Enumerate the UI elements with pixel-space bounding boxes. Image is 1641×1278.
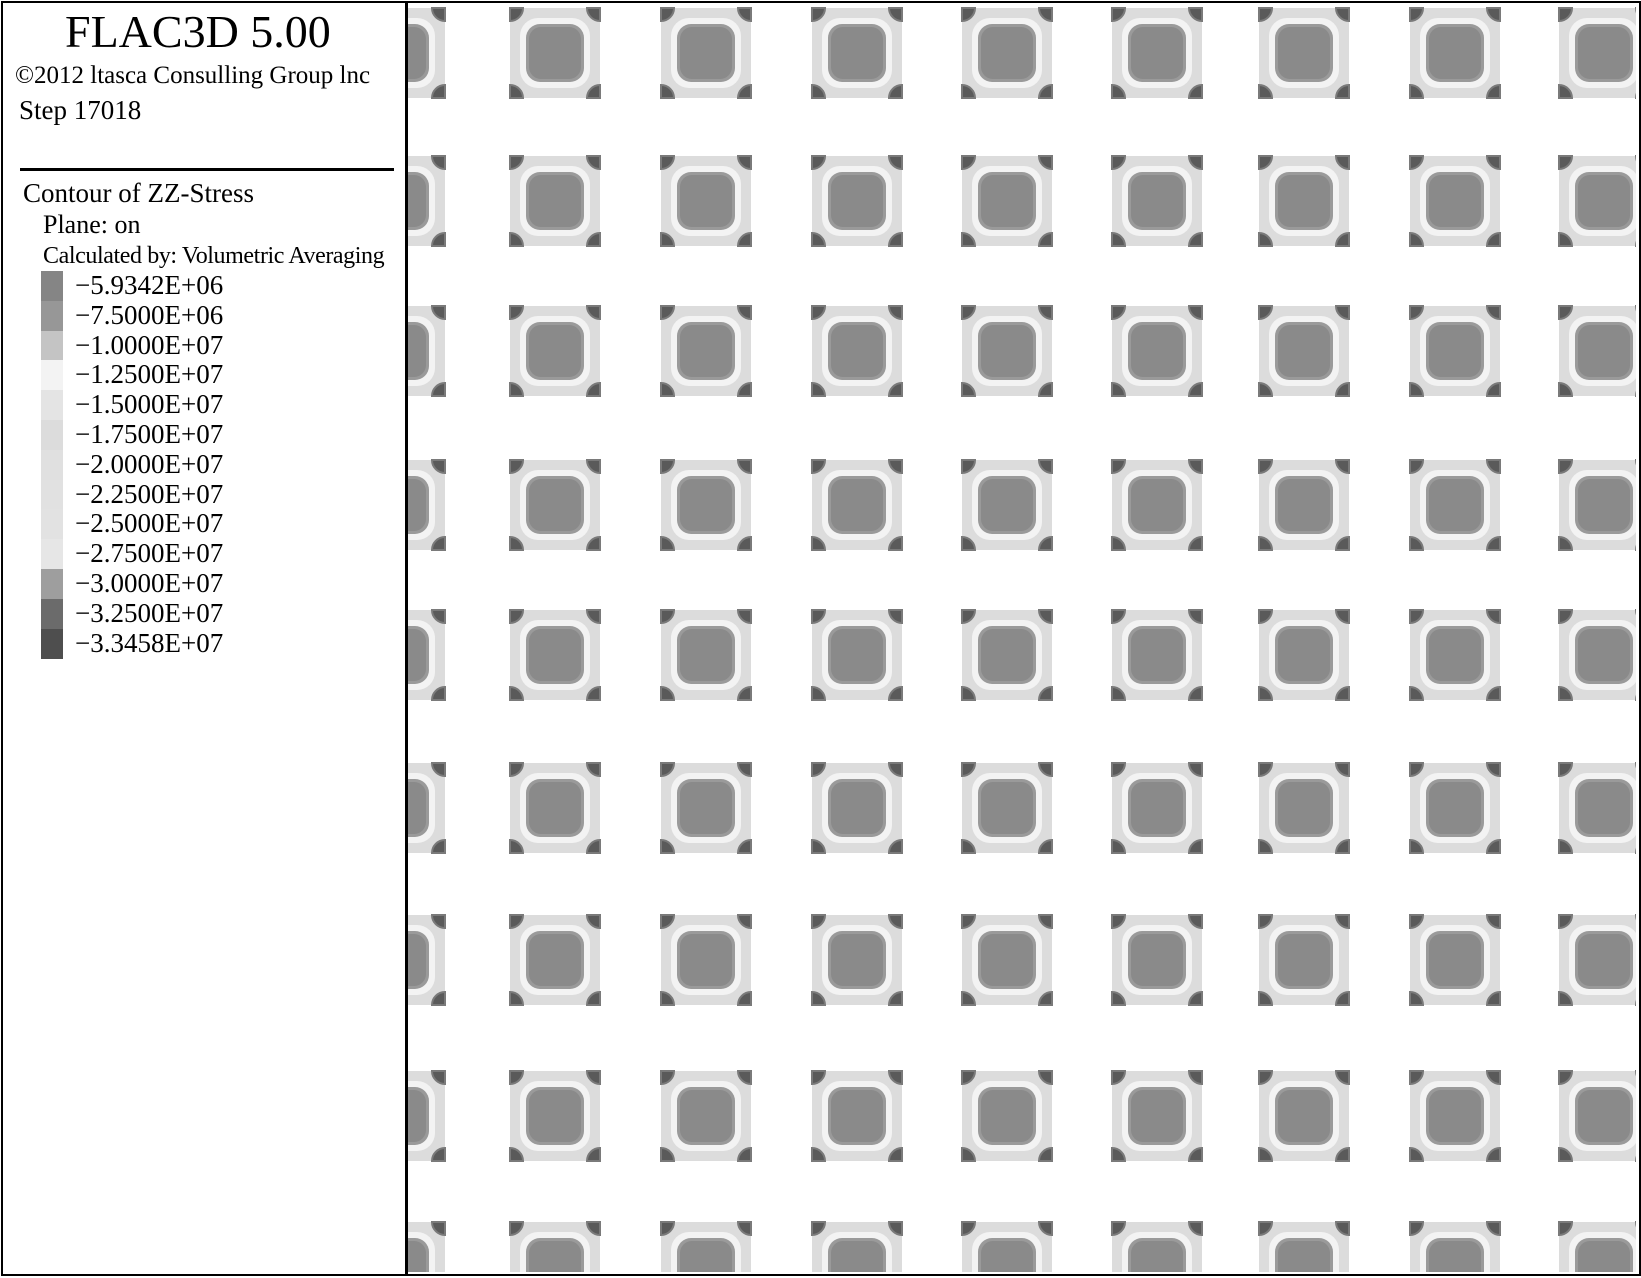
pillar: [408, 610, 445, 700]
legend-swatch: [41, 509, 63, 539]
pillar-core: [831, 782, 883, 834]
pillar-core: [1278, 175, 1330, 227]
pillar: [1410, 763, 1500, 853]
legend-swatch: [41, 450, 63, 480]
pillar-core: [1131, 934, 1183, 986]
pillar: [408, 156, 445, 246]
pillar-core: [981, 175, 1033, 227]
legend-swatch: [41, 271, 63, 301]
pillar: [812, 8, 902, 98]
pillar-core: [981, 479, 1033, 531]
pillar-core: [1429, 175, 1481, 227]
pillar-core: [1429, 782, 1481, 834]
legend-swatch: [41, 599, 63, 629]
pillar: [1259, 460, 1349, 550]
pillar-core: [1131, 1241, 1183, 1272]
pillar-core: [831, 175, 883, 227]
pillar: [1259, 1222, 1349, 1272]
pillar: [1559, 915, 1636, 1005]
pillar-core: [1278, 934, 1330, 986]
contour-plot: [408, 3, 1636, 1272]
pillar: [812, 610, 902, 700]
legend-value-label: −3.0000E+07: [75, 568, 224, 598]
calculation-method: Calculated by: Volumetric Averaging: [43, 243, 385, 269]
pillar: [1112, 1071, 1202, 1161]
legend-swatch: [41, 480, 63, 510]
contour-plot-canvas: [408, 3, 1636, 1272]
pillar: [812, 306, 902, 396]
legend-value-label: −1.5000E+07: [75, 389, 224, 420]
pillar: [408, 306, 445, 396]
pillar: [408, 915, 445, 1005]
pillar: [1259, 8, 1349, 98]
pillar: [661, 610, 751, 700]
pillar-core: [680, 934, 732, 986]
pillar-core: [831, 934, 883, 986]
pillar: [1559, 8, 1636, 98]
pillar-core: [1278, 325, 1330, 377]
pillar: [812, 1071, 902, 1161]
pillar: [1559, 156, 1636, 246]
pillar-core: [1578, 175, 1630, 227]
legend-value-label: −2.0000E+07: [75, 448, 224, 479]
pillar-core: [981, 1241, 1033, 1272]
pillar: [661, 156, 751, 246]
pillar-core: [1578, 782, 1630, 834]
pillar-core: [831, 27, 883, 79]
pillar: [1112, 1222, 1202, 1272]
pillar-core: [1578, 934, 1630, 986]
pillar-core: [981, 934, 1033, 986]
pillar-core: [1429, 934, 1481, 986]
pillar: [1112, 610, 1202, 700]
pillar-core: [1278, 1241, 1330, 1272]
legend-value-label: −1.7500E+07: [75, 419, 224, 449]
pillar: [510, 306, 600, 396]
pillar-core: [680, 175, 732, 227]
pillar: [962, 460, 1052, 550]
pillar: [510, 763, 600, 853]
pillar: [812, 460, 902, 550]
pillar: [1112, 8, 1202, 98]
pillar-core: [831, 629, 883, 681]
pillar: [1259, 610, 1349, 700]
pillar-core: [831, 1241, 883, 1272]
legend-value-label: −1.0000E+07: [75, 329, 224, 360]
pillar: [962, 306, 1052, 396]
pillar: [1410, 1071, 1500, 1161]
app-title: FLAC3D 5.00: [65, 6, 331, 57]
pillar-core: [680, 782, 732, 834]
pillar: [661, 306, 751, 396]
pillar-core: [1131, 175, 1183, 227]
pillar: [962, 610, 1052, 700]
pillar-core: [1429, 1090, 1481, 1142]
pillar-core: [680, 325, 732, 377]
pillar: [1559, 306, 1636, 396]
pillar-core: [529, 27, 581, 79]
pillar: [1112, 306, 1202, 396]
pillar: [812, 763, 902, 853]
pillar: [1112, 156, 1202, 246]
pillar-core: [1429, 325, 1481, 377]
pillar-core: [1429, 479, 1481, 531]
pillar-core: [529, 1241, 581, 1272]
pillar: [1112, 460, 1202, 550]
plane-status: Plane: on: [43, 210, 141, 239]
pillar-core: [1131, 782, 1183, 834]
pillar: [408, 1222, 445, 1272]
pillar: [661, 1071, 751, 1161]
pillar-core: [1278, 782, 1330, 834]
pillar-core: [529, 479, 581, 531]
pillar: [812, 156, 902, 246]
pillar: [510, 8, 600, 98]
legend-value-label: −2.7500E+07: [75, 538, 224, 569]
legend-swatch: [41, 331, 63, 361]
pillar-core: [1578, 1241, 1630, 1272]
pillar-core: [1429, 27, 1481, 79]
pillar-core: [680, 479, 732, 531]
pillar: [661, 763, 751, 853]
pillar: [1559, 1071, 1636, 1161]
copyright-text: ©2012 ltasca Consulling Group lnc: [15, 62, 371, 89]
pillar-core: [680, 27, 732, 79]
pillar: [510, 1071, 600, 1161]
pillar: [408, 763, 445, 853]
pillar: [962, 915, 1052, 1005]
pillar-core: [831, 479, 883, 531]
pillar: [510, 156, 600, 246]
pillar-core: [981, 325, 1033, 377]
pillar: [408, 8, 445, 98]
pillar: [1259, 1071, 1349, 1161]
pillar-core: [529, 175, 581, 227]
pillar-core: [1131, 629, 1183, 681]
pillar-core: [1131, 325, 1183, 377]
pillar-core: [1131, 1090, 1183, 1142]
legend-swatch: [41, 629, 63, 659]
pillar-core: [408, 27, 426, 79]
legend-panel: [3, 3, 408, 1274]
pillar-core: [1578, 27, 1630, 79]
pillar-core: [1429, 629, 1481, 681]
pillar: [1559, 610, 1636, 700]
pillar-core: [1131, 27, 1183, 79]
legend-swatch: [41, 301, 63, 331]
pillar: [510, 1222, 600, 1272]
pillar: [1410, 8, 1500, 98]
pillar-core: [680, 1090, 732, 1142]
pillar-core: [1131, 479, 1183, 531]
pillar-core: [408, 1241, 426, 1272]
pillar: [661, 460, 751, 550]
legend-value-label: −5.9342E+06: [75, 270, 224, 300]
pillar: [510, 915, 600, 1005]
pillar-core: [408, 629, 426, 681]
legend-value-label: −3.3458E+07: [75, 627, 224, 658]
pillar: [661, 915, 751, 1005]
pillar-core: [408, 782, 426, 834]
pillar-core: [680, 1241, 732, 1272]
legend-swatch: [41, 390, 63, 420]
pillar: [408, 460, 445, 550]
pillar: [510, 460, 600, 550]
pillar: [1112, 763, 1202, 853]
pillar-core: [1278, 1090, 1330, 1142]
pillar-core: [1278, 629, 1330, 681]
pillar: [661, 1222, 751, 1272]
pillar: [408, 1071, 445, 1161]
pillar-core: [981, 1090, 1033, 1142]
pillar: [1410, 915, 1500, 1005]
pillar-core: [981, 782, 1033, 834]
pillar: [510, 610, 600, 700]
pillar-core: [680, 629, 732, 681]
pillar-core: [529, 782, 581, 834]
legend-value-label: −1.2500E+07: [75, 359, 224, 390]
step-label: Step 17018: [19, 95, 142, 125]
pillar-core: [408, 479, 426, 531]
legend-swatch: [41, 420, 63, 450]
pillar: [962, 8, 1052, 98]
pillar: [962, 763, 1052, 853]
pillar-core: [981, 629, 1033, 681]
pillar-core: [1278, 27, 1330, 79]
legend-divider: [20, 168, 394, 171]
pillar-core: [1578, 479, 1630, 531]
pillar-core: [529, 629, 581, 681]
pillar: [962, 156, 1052, 246]
pillar: [1259, 306, 1349, 396]
pillar: [1559, 460, 1636, 550]
legend-value-label: −2.2500E+07: [75, 478, 224, 509]
legend-swatch: [41, 569, 63, 599]
pillar-core: [1429, 1241, 1481, 1272]
pillar-core: [408, 1090, 426, 1142]
pillar: [661, 8, 751, 98]
pillar: [1559, 1222, 1636, 1272]
pillar: [812, 915, 902, 1005]
pillar-core: [831, 1090, 883, 1142]
contour-title: Contour of ZZ-Stress: [23, 178, 254, 208]
pillar-core: [408, 934, 426, 986]
pillar: [1410, 156, 1500, 246]
pillar: [962, 1071, 1052, 1161]
pillar-core: [981, 27, 1033, 79]
pillar-core: [529, 325, 581, 377]
pillar-core: [1578, 325, 1630, 377]
pillar: [1410, 306, 1500, 396]
pillar-core: [1578, 629, 1630, 681]
pillar: [1410, 1222, 1500, 1272]
pillar: [1559, 763, 1636, 853]
pillar: [1410, 610, 1500, 700]
pillar: [962, 1222, 1052, 1272]
legend-value-label: −3.2500E+07: [75, 597, 224, 628]
pillar-core: [529, 1090, 581, 1142]
legend-swatch: [41, 539, 63, 569]
pillar-core: [1278, 479, 1330, 531]
pillar: [812, 1222, 902, 1272]
pillar: [1259, 763, 1349, 853]
pillar-core: [408, 325, 426, 377]
legend-value-label: −2.5000E+07: [75, 508, 224, 539]
pillar-core: [529, 934, 581, 986]
pillar-core: [831, 325, 883, 377]
legend-swatch: [41, 360, 63, 390]
pillar-core: [1578, 1090, 1630, 1142]
pillar: [1112, 915, 1202, 1005]
pillar: [1259, 156, 1349, 246]
legend-value-label: −7.5000E+06: [75, 299, 224, 330]
pillar: [1259, 915, 1349, 1005]
pillar-core: [408, 175, 426, 227]
pillar: [1410, 460, 1500, 550]
